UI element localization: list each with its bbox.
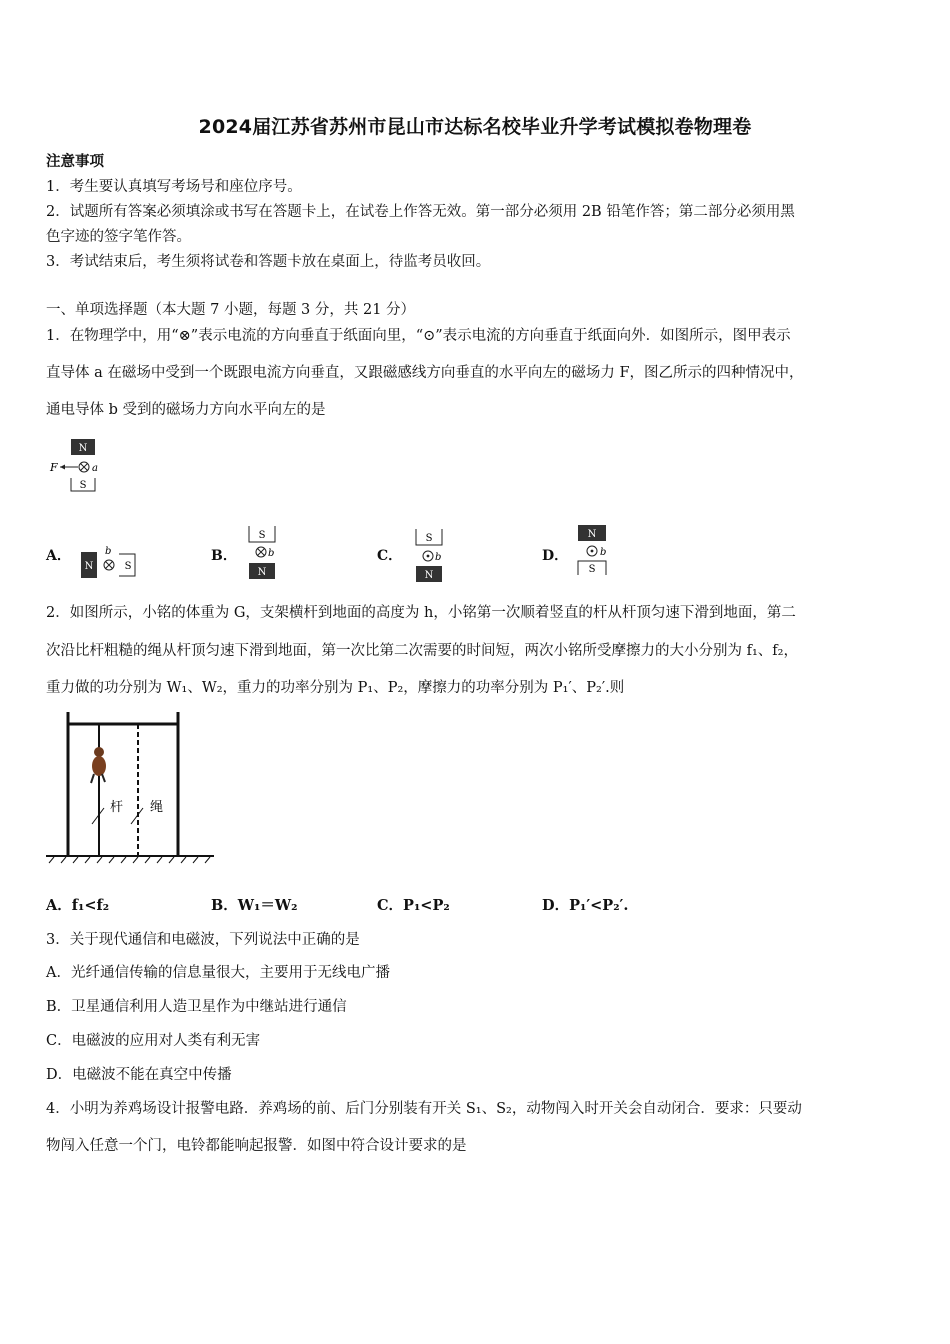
q1-option-d-figure	[572, 521, 616, 581]
svg-text:N: N	[78, 443, 88, 454]
q1-option-c[interactable]: C．	[377, 548, 403, 564]
q2-line-2: 次沿比杆粗糙的绳从杆顶匀速下滑到地面，第一次比第二次需要的时间短，两次小铭所受摩擦力的大小分别为 f₁、f₂，	[46, 643, 798, 659]
q2-option-c[interactable]: C．P₁<P₂	[377, 897, 450, 914]
q2-line-1: 2．如图所示，小铭的体重为 G，支架横杆到地面的高度为 h，小铭第一次顺着竖直的杆从杆顶匀速下滑到地面，第二	[46, 605, 796, 621]
q2-line-3: 重力做的功分别为 W₁、W₂，重力的功率分别为 P₁、P₂，摩擦力的功率分别为 P₁′、P₂′.则	[46, 680, 625, 696]
svg-text:S: S	[124, 561, 132, 572]
q1-line-3: 通电导体 b 受到的磁场力方向水平向左的是	[46, 402, 326, 418]
q4-line-1: 4．小明为养鸡场设计报警电路．养鸡场的前、后门分别装有开关 S₁、S₂，动物闯入时开关会自动闭合．要求：只要动	[46, 1101, 802, 1117]
q1-option-a-figure	[78, 540, 142, 582]
svg-text:绳: 绳	[150, 800, 164, 815]
q4-line-2: 物闯入任意一个门，电铃都能响起报警．如图中符合设计要求的是	[46, 1138, 467, 1154]
notice-item-2-cont: 色字迹的签字笔作答。	[46, 229, 191, 245]
svg-text:b: b	[268, 548, 275, 559]
q3-option-a[interactable]: A．光纤通信传输的信息量很大，主要用于无线电广播	[46, 965, 390, 981]
q1-option-b-figure	[243, 522, 283, 582]
svg-text:S: S	[425, 533, 433, 544]
svg-text:N: N	[257, 567, 267, 578]
q1-option-c-figure	[409, 525, 449, 585]
q1-line-2: 直导体 a 在磁场中受到一个既跟电流方向垂直，又跟磁感线方向垂直的水平向左的磁场力 F，图乙所示的四种情况中，	[46, 365, 804, 381]
q3-option-c[interactable]: C．电磁波的应用对人类有利无害	[46, 1033, 261, 1049]
notice-item-3: 3．考试结束后，考生须将试卷和答题卡放在桌面上，待监考员收回。	[46, 254, 491, 270]
svg-text:b: b	[105, 546, 112, 557]
svg-text:杆: 杆	[110, 800, 124, 815]
notice-item-2: 2．试题所有答案必须填涂或书写在答题卡上，在试卷上作答无效。第一部分必须用 2B 铅笔作答；第二部分必须用黑	[46, 204, 795, 220]
svg-text:N: N	[84, 561, 94, 572]
svg-text:F: F	[50, 461, 58, 474]
q3-option-d[interactable]: D．电磁波不能在真空中传播	[46, 1067, 232, 1083]
q1-figure-main	[46, 436, 106, 496]
svg-text:S: S	[258, 530, 266, 541]
notice-item-1: 1．考生要认真填写考场号和座位序号。	[46, 179, 302, 195]
q2-option-d[interactable]: D．P₁′<P₂′.	[542, 897, 629, 914]
q1-option-b[interactable]: B．	[211, 548, 237, 564]
svg-text:a: a	[92, 463, 98, 474]
q1-option-a[interactable]: A．	[46, 548, 71, 564]
svg-text:b: b	[600, 547, 607, 558]
q2-figure-pole-rope	[44, 708, 218, 868]
svg-text:N: N	[587, 529, 597, 540]
q1-line-1: 1．在物理学中，用“⊗”表示电流的方向垂直于纸面向里，“⊙”表示电流的方向垂直于纸面向外．如图所示，图甲表示	[46, 328, 791, 344]
q2-option-b[interactable]: B．W₁＝W₂	[211, 897, 298, 914]
q3-stem: 3．关于现代通信和电磁波，下列说法中正确的是	[46, 932, 360, 948]
q1-option-d[interactable]: D．	[542, 548, 569, 564]
svg-text:N: N	[424, 570, 434, 581]
page-title: 2024届江苏省苏州市昆山市达标名校毕业升学考试模拟卷物理卷	[198, 116, 752, 138]
section-heading: 一、单项选择题（本大题 7 小题，每题 3 分，共 21 分）	[46, 302, 416, 318]
svg-text:b: b	[435, 552, 442, 563]
q2-option-a[interactable]: A．f₁<f₂	[46, 897, 110, 914]
svg-text:S: S	[588, 564, 596, 575]
svg-text:S: S	[79, 480, 87, 491]
q3-option-b[interactable]: B．卫星通信利用人造卫星作为中继站进行通信	[46, 999, 347, 1015]
notice-heading: 注意事项	[46, 153, 104, 170]
